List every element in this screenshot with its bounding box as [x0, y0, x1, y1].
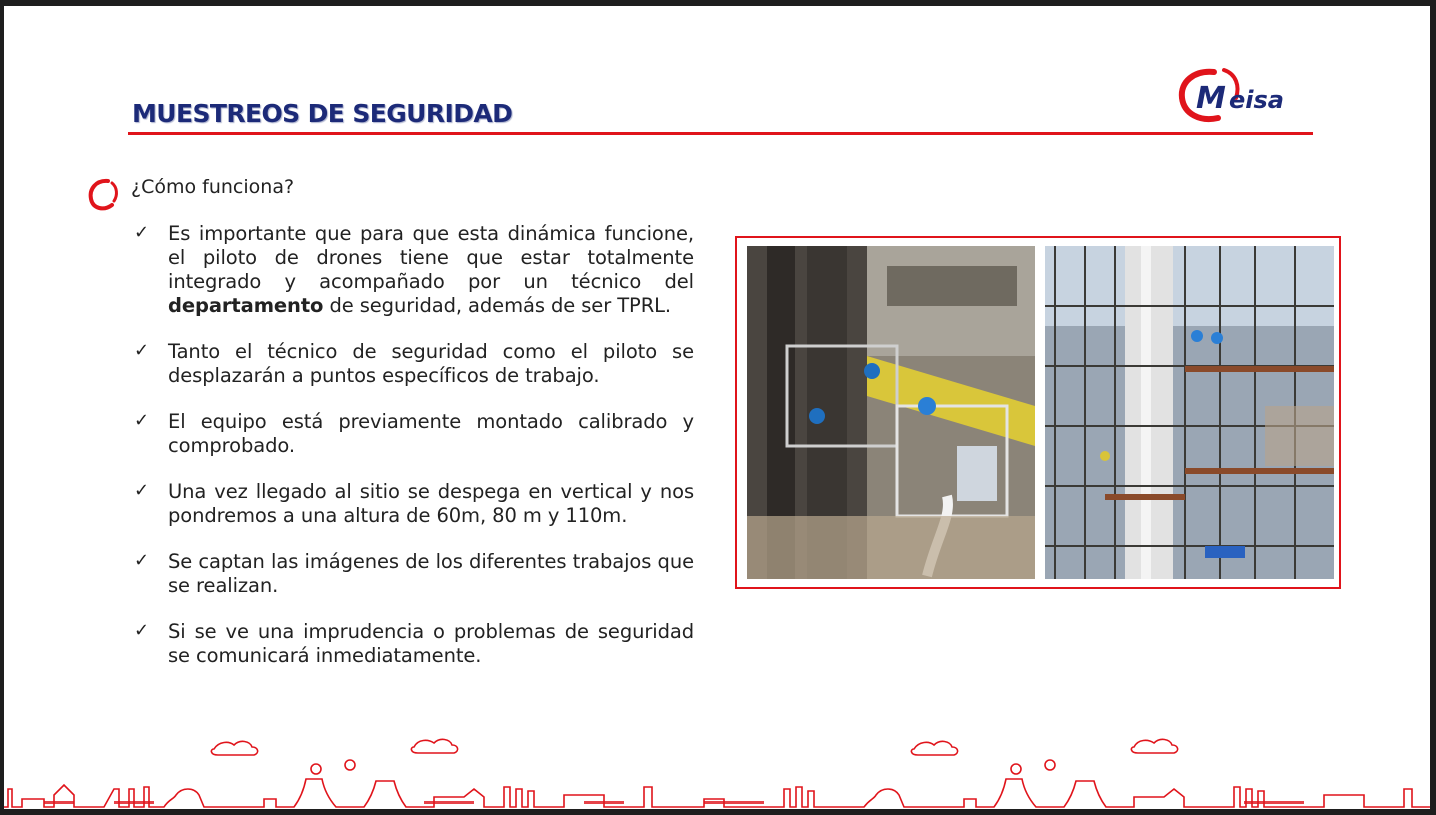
list-item — [134, 550, 694, 598]
check-icon: ✓ — [134, 222, 150, 243]
item-text: Tanto el técnico de seguridad como el piloto se desplazarán a puntos específicos de trabajo. — [168, 340, 694, 387]
list-item — [134, 480, 694, 528]
scaffolding-tower-photo — [1045, 246, 1334, 579]
item-text: Es importante que para que esta dinámica funcione, el piloto de drones tiene que estar totalmente integrado y acompañado por un técnico del departamento de seguridad, además de ser TPRL. — [168, 222, 694, 317]
check-icon: ✓ — [134, 550, 150, 571]
slide-title: MUESTREOS DE SEGURIDAD — [132, 99, 513, 128]
list-item — [134, 340, 694, 388]
item-text: Una vez llegado al sitio se despega en vertical y nos pondremos a una altura de 60m, 80 m y 110m. — [168, 480, 694, 527]
list-item — [134, 620, 694, 668]
slide — [4, 6, 1430, 809]
bullet-list — [134, 222, 694, 690]
meisa-logo-icon — [1174, 64, 1309, 126]
item-text: Si se ve una imprudencia o problemas de seguridad se comunicará inmediatamente. — [168, 620, 694, 667]
item-text: El equipo está previamente montado calibrado y comprobado. — [168, 410, 694, 457]
check-icon: ✓ — [134, 340, 150, 361]
check-icon: ✓ — [134, 410, 150, 431]
industrial-skyline-decoration — [4, 729, 1430, 809]
svg-text:M: M — [1196, 81, 1226, 116]
list-item — [134, 410, 694, 458]
svg-text:eisa: eisa — [1229, 86, 1284, 114]
red-circle-bullet-icon — [86, 177, 122, 213]
check-icon: ✓ — [134, 480, 150, 501]
bold-word: departamento — [168, 294, 324, 317]
industrial-lift-photo — [747, 246, 1035, 579]
item-text: Se captan las imágenes de los diferentes trabajos que se realizan. — [168, 550, 694, 597]
check-icon: ✓ — [134, 620, 150, 641]
title-underline — [128, 132, 1313, 135]
section-question: ¿Cómo funciona? — [131, 176, 295, 198]
photo-frame — [735, 236, 1341, 589]
list-item — [134, 222, 694, 318]
